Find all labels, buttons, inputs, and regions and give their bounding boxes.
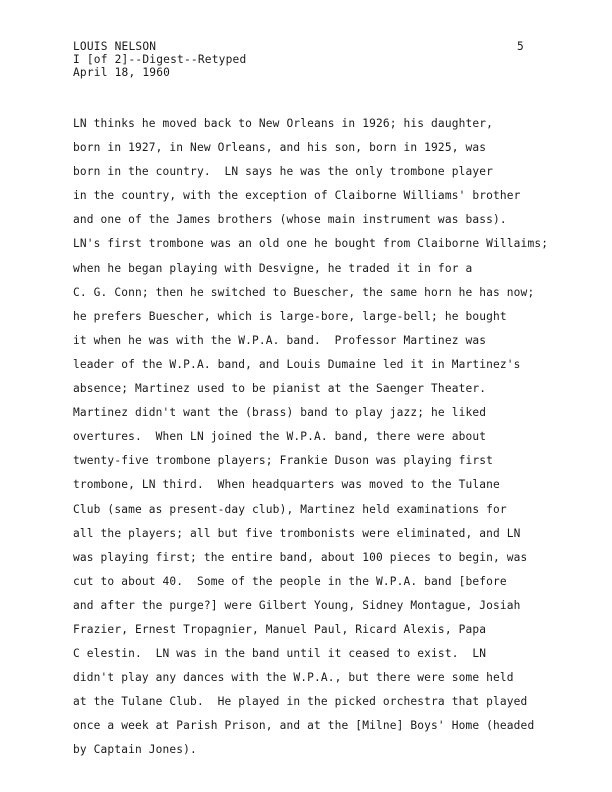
- text-line: C elestin. LN was in the band until it ceased to exist. LN: [73, 647, 487, 661]
- text-line: LN thinks he moved back to New Orleans in 1926; his daughter,: [73, 117, 494, 130]
- text-line: absence; Martinez used to be pianist at the Saenger Theater.: [73, 382, 487, 396]
- text-line: it when he was with the W.P.A. band. Professor Martinez was: [73, 333, 487, 347]
- document-header: [73, 40, 246, 80]
- text-line: overtures. When LN joined the W.P.A. band, there were about: [73, 430, 487, 444]
- reel-info: I [of 2]--Digest--Retyped: [73, 53, 247, 67]
- body-text: [73, 112, 603, 763]
- text-line: Martinez didn't want the (brass) band to play jazz; he liked: [73, 406, 487, 420]
- text-line: by Captain Jones).: [73, 743, 197, 757]
- text-line: was playing first; the entire band, about 100 pieces to begin, was: [73, 550, 528, 564]
- interview-date: April 18, 1960: [73, 66, 171, 80]
- text-line: at the Tulane Club. He played in the picked orchestra that played: [73, 695, 528, 709]
- text-line: when he began playing with Desvigne, he traded it in for a: [73, 261, 473, 275]
- text-line: born in the country. LN says he was the only trombone player: [73, 165, 494, 179]
- text-line: trombone, LN third. When headquarters was moved to the Tulane: [73, 478, 500, 492]
- text-line: and after the purge?] were Gilbert Young, Sidney Montague, Josiah: [73, 598, 521, 612]
- text-line: cut to about 40. Some of the people in the W.P.A. band [before: [73, 574, 507, 588]
- text-line: didn't play any dances with the W.P.A., but there were some held: [73, 671, 514, 685]
- interviewee-name: LOUIS NELSON: [73, 40, 157, 53]
- page-number: 5: [517, 40, 524, 53]
- text-line: twenty-five trombone players; Frankie Duson was playing first: [73, 454, 494, 468]
- text-line: C. G. Conn; then he switched to Buescher, the same horn he has now;: [73, 285, 535, 299]
- text-line: once a week at Parish Prison, and at the [Milne] Boys' Home (headed: [73, 719, 535, 733]
- text-line: born in 1927, in New Orleans, and his son, born in 1925, was: [73, 141, 487, 155]
- text-line: LN's first trombone was an old one he bought from Claiborne Willaims;: [73, 237, 549, 251]
- text-line: Frazier, Ernest Tropagnier, Manuel Paul, Ricard Alexis, Papa: [73, 622, 487, 636]
- text-line: he prefers Buescher, which is large-bore, large-bell; he bought: [73, 309, 507, 323]
- text-line: Club (same as present-day club), Martinez held examinations for: [73, 502, 507, 516]
- text-line: all the players; all but five trombonists were eliminated, and LN: [73, 526, 521, 540]
- text-line: and one of the James brothers (whose main instrument was bass).: [73, 213, 507, 227]
- text-line: leader of the W.P.A. band, and Louis Dumaine led it in Martinez's: [73, 357, 521, 371]
- text-line: in the country, with the exception of Claiborne Williams' brother: [73, 189, 521, 203]
